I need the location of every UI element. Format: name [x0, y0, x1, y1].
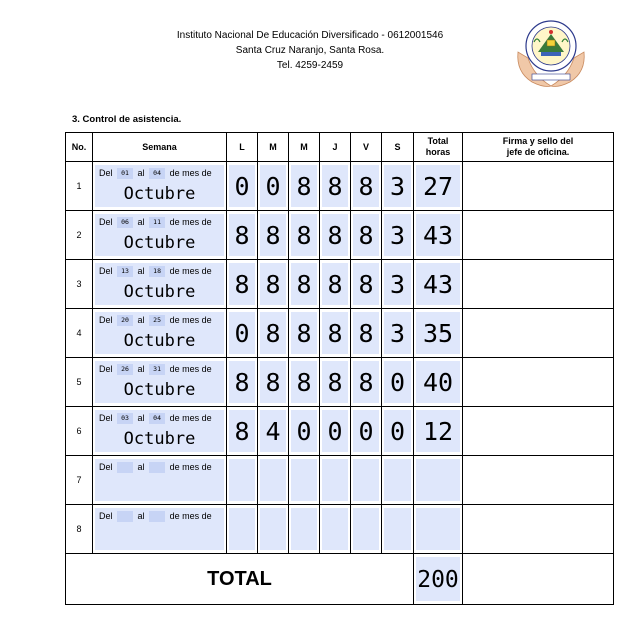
- total-hours-cell: [414, 505, 463, 554]
- week-cell: [93, 211, 227, 260]
- mes-label: de mes de: [169, 217, 212, 227]
- to-day-field[interactable]: [149, 511, 165, 522]
- institute-seal-icon: [514, 12, 588, 90]
- week-range: [99, 511, 212, 522]
- hours-field-v[interactable]: [353, 459, 379, 501]
- day-cell-j: [320, 358, 351, 407]
- hours-field-s[interactable]: 3: [384, 165, 411, 207]
- signature-cell: [463, 407, 614, 456]
- week-cell: [93, 505, 227, 554]
- table-row: [66, 162, 614, 211]
- table-row: [66, 358, 614, 407]
- total-hours-cell: [414, 407, 463, 456]
- day-cell-s: [382, 260, 414, 309]
- day-cell-j: [320, 162, 351, 211]
- hours-field-m1[interactable]: 4: [260, 410, 286, 452]
- col-header-total-line2: horas: [425, 147, 451, 157]
- week-range: [99, 315, 212, 326]
- to-day-field[interactable]: 04: [149, 413, 165, 424]
- total-hours-field[interactable]: 40: [416, 361, 460, 403]
- hours-field-j[interactable]: 8: [322, 312, 348, 354]
- day-cell-m2: [289, 358, 320, 407]
- signature-cell: [463, 162, 614, 211]
- table-row: [66, 309, 614, 358]
- hours-field-j[interactable]: 8: [322, 214, 348, 256]
- day-cell-m2: [289, 505, 320, 554]
- day-cell-v: [351, 309, 382, 358]
- mes-label: de mes de: [169, 364, 212, 374]
- hours-field-m1[interactable]: 8: [260, 361, 286, 403]
- hours-field-l[interactable]: 8: [229, 361, 255, 403]
- hours-field-v[interactable]: 8: [353, 165, 379, 207]
- table-row: [66, 211, 614, 260]
- row-number: 4: [66, 309, 93, 358]
- hours-field-m2[interactable]: 8: [291, 312, 317, 354]
- hours-field-m2[interactable]: [291, 508, 317, 550]
- day-cell-m2: [289, 260, 320, 309]
- table-row: [66, 260, 614, 309]
- day-cell-s: [382, 211, 414, 260]
- table-row: [66, 407, 614, 456]
- total-hours-field[interactable]: 27: [416, 165, 460, 207]
- day-cell-m1: [258, 505, 289, 554]
- day-cell-m1: [258, 456, 289, 505]
- del-label: Del: [99, 315, 113, 325]
- hours-field-l[interactable]: 8: [229, 214, 255, 256]
- hours-field-m1[interactable]: [260, 459, 286, 501]
- total-hours-cell: [414, 358, 463, 407]
- col-header-m2: M: [289, 133, 320, 162]
- day-cell-v: [351, 260, 382, 309]
- al-label: al: [137, 511, 145, 521]
- signature-cell: [463, 456, 614, 505]
- del-label: Del: [99, 168, 113, 178]
- day-cell-j: [320, 260, 351, 309]
- al-label: al: [137, 168, 145, 178]
- hours-field-m2[interactable]: [291, 459, 317, 501]
- day-cell-l: [227, 456, 258, 505]
- grand-total-field[interactable]: 200: [416, 557, 460, 601]
- col-header-no: No.: [66, 133, 93, 162]
- day-cell-v: [351, 407, 382, 456]
- row-number: 3: [66, 260, 93, 309]
- week-cell: [93, 358, 227, 407]
- total-hours-field[interactable]: [416, 459, 460, 501]
- row-number: 7: [66, 456, 93, 505]
- to-day-field[interactable]: [149, 462, 165, 473]
- from-day-field[interactable]: 06: [117, 217, 133, 228]
- col-header-firma: [463, 133, 614, 162]
- mes-label: de mes de: [169, 168, 212, 178]
- hours-field-m2[interactable]: 8: [291, 263, 317, 305]
- day-cell-v: [351, 456, 382, 505]
- del-label: Del: [99, 266, 113, 276]
- hours-field-l[interactable]: 8: [229, 410, 255, 452]
- week-cell: [93, 162, 227, 211]
- institute-location: Santa Cruz Naranjo, Santa Rosa.: [235, 45, 385, 56]
- signature-cell: [463, 211, 614, 260]
- day-cell-m1: [258, 162, 289, 211]
- hours-field-l[interactable]: 0: [229, 312, 255, 354]
- total-hours-cell: [414, 309, 463, 358]
- day-cell-v: [351, 505, 382, 554]
- month-field[interactable]: Octubre: [123, 380, 196, 400]
- hours-field-s[interactable]: 3: [384, 214, 411, 256]
- day-cell-l: [227, 358, 258, 407]
- total-hours-field[interactable]: 35: [416, 312, 460, 354]
- day-cell-s: [382, 407, 414, 456]
- to-day-field[interactable]: 25: [149, 315, 165, 326]
- week-range: [99, 413, 212, 424]
- signature-cell: [463, 505, 614, 554]
- hours-field-j[interactable]: 8: [322, 165, 348, 207]
- day-cell-m1: [258, 407, 289, 456]
- hours-field-v[interactable]: 8: [353, 312, 379, 354]
- del-label: Del: [99, 462, 113, 472]
- day-cell-m1: [258, 211, 289, 260]
- day-cell-s: [382, 162, 414, 211]
- day-cell-l: [227, 162, 258, 211]
- hours-field-s[interactable]: 0: [384, 361, 411, 403]
- hours-field-m2[interactable]: 8: [291, 165, 317, 207]
- hours-field-m2[interactable]: 0: [291, 410, 317, 452]
- hours-field-s[interactable]: 3: [384, 263, 411, 305]
- row-number: 6: [66, 407, 93, 456]
- col-header-l: L: [227, 133, 258, 162]
- day-cell-m1: [258, 309, 289, 358]
- hours-field-s[interactable]: [384, 459, 411, 501]
- from-day-field[interactable]: [117, 511, 133, 522]
- week-range: [99, 217, 212, 228]
- mes-label: de mes de: [169, 315, 212, 325]
- day-cell-v: [351, 162, 382, 211]
- grand-total-cell: [414, 554, 463, 605]
- day-cell-v: [351, 358, 382, 407]
- hours-field-m1[interactable]: 8: [260, 263, 286, 305]
- week-cell: [93, 407, 227, 456]
- row-number: 2: [66, 211, 93, 260]
- total-hours-cell: [414, 260, 463, 309]
- al-label: al: [137, 413, 145, 423]
- del-label: Del: [99, 511, 113, 521]
- day-cell-s: [382, 358, 414, 407]
- month-field[interactable]: Octubre: [123, 282, 196, 302]
- institute-phone: Tel. 4259-2459: [276, 60, 344, 71]
- mes-label: de mes de: [169, 511, 212, 521]
- hours-field-l[interactable]: 8: [229, 263, 255, 305]
- col-header-firma-line1: Firma y sello del: [502, 136, 574, 146]
- from-day-field[interactable]: 01: [117, 168, 133, 179]
- document-header: [150, 28, 470, 73]
- del-label: Del: [99, 413, 113, 423]
- col-header-s: S: [382, 133, 414, 162]
- to-day-field[interactable]: 11: [149, 217, 165, 228]
- hours-field-s[interactable]: 3: [384, 312, 411, 354]
- day-cell-j: [320, 456, 351, 505]
- hours-field-s[interactable]: [384, 508, 411, 550]
- section-title: 3. Control de asistencia.: [72, 114, 182, 125]
- mes-label: de mes de: [169, 413, 212, 423]
- hours-field-m2[interactable]: 8: [291, 361, 317, 403]
- day-cell-l: [227, 505, 258, 554]
- table-row: [66, 456, 614, 505]
- hours-field-l[interactable]: [229, 508, 255, 550]
- week-range: [99, 364, 212, 375]
- from-day-field[interactable]: 03: [117, 413, 133, 424]
- day-cell-v: [351, 211, 382, 260]
- day-cell-m1: [258, 358, 289, 407]
- al-label: al: [137, 364, 145, 374]
- from-day-field[interactable]: 13: [117, 266, 133, 277]
- signature-cell: [463, 309, 614, 358]
- day-cell-m2: [289, 162, 320, 211]
- table-row: [66, 505, 614, 554]
- row-number: 5: [66, 358, 93, 407]
- week-cell: [93, 260, 227, 309]
- day-cell-j: [320, 211, 351, 260]
- signature-cell: [463, 358, 614, 407]
- day-cell-j: [320, 407, 351, 456]
- al-label: al: [137, 315, 145, 325]
- day-cell-l: [227, 309, 258, 358]
- col-header-semana: Semana: [93, 133, 227, 162]
- from-day-field[interactable]: 26: [117, 364, 133, 375]
- hours-field-m1[interactable]: [260, 508, 286, 550]
- col-header-total: [414, 133, 463, 162]
- hours-field-m2[interactable]: 8: [291, 214, 317, 256]
- day-cell-l: [227, 407, 258, 456]
- hours-field-s[interactable]: 0: [384, 410, 411, 452]
- hours-field-v[interactable]: 8: [353, 214, 379, 256]
- hours-field-j[interactable]: 8: [322, 263, 348, 305]
- month-field[interactable]: Octubre: [123, 429, 196, 449]
- hours-field-v[interactable]: [353, 508, 379, 550]
- col-header-firma-line2: jefe de oficina.: [506, 147, 570, 157]
- day-cell-m1: [258, 260, 289, 309]
- hours-field-m1[interactable]: 8: [260, 214, 286, 256]
- day-cell-j: [320, 309, 351, 358]
- month-field[interactable]: Octubre: [123, 233, 196, 253]
- signature-cell: [463, 260, 614, 309]
- total-hours-field[interactable]: 43: [416, 263, 460, 305]
- total-hours-cell: [414, 211, 463, 260]
- hours-field-j[interactable]: 0: [322, 410, 348, 452]
- col-header-total-line1: Total: [427, 136, 449, 146]
- al-label: al: [137, 217, 145, 227]
- total-hours-cell: [414, 162, 463, 211]
- hours-field-j[interactable]: [322, 459, 348, 501]
- hours-field-m1[interactable]: 8: [260, 312, 286, 354]
- week-range: [99, 266, 212, 277]
- mes-label: de mes de: [169, 266, 212, 276]
- total-row: [66, 554, 614, 605]
- week-cell: [93, 456, 227, 505]
- week-cell: [93, 309, 227, 358]
- week-range: [99, 462, 212, 473]
- total-hours-cell: [414, 456, 463, 505]
- row-number: 8: [66, 505, 93, 554]
- hours-field-j[interactable]: 8: [322, 361, 348, 403]
- col-header-m1: M: [258, 133, 289, 162]
- hours-field-l[interactable]: [229, 459, 255, 501]
- col-header-j: J: [320, 133, 351, 162]
- day-cell-l: [227, 211, 258, 260]
- total-signature-cell: [463, 554, 614, 605]
- header-row: [66, 133, 614, 162]
- hours-field-m1[interactable]: 0: [260, 165, 286, 207]
- hours-field-j[interactable]: [322, 508, 348, 550]
- week-range: [99, 168, 212, 179]
- month-field[interactable]: Octubre: [123, 184, 196, 204]
- day-cell-j: [320, 505, 351, 554]
- day-cell-m2: [289, 211, 320, 260]
- to-day-field[interactable]: 18: [149, 266, 165, 277]
- day-cell-l: [227, 260, 258, 309]
- institute-name: Instituto Nacional De Educación Diversificado - 0612001546: [176, 30, 444, 41]
- row-number: 1: [66, 162, 93, 211]
- day-cell-s: [382, 309, 414, 358]
- hours-field-l[interactable]: 0: [229, 165, 255, 207]
- day-cell-s: [382, 505, 414, 554]
- to-day-field[interactable]: 04: [149, 168, 165, 179]
- total-label: TOTAL: [66, 554, 414, 605]
- al-label: al: [137, 462, 145, 472]
- to-day-field[interactable]: 31: [149, 364, 165, 375]
- mes-label: de mes de: [169, 462, 212, 472]
- month-field[interactable]: Octubre: [123, 331, 196, 351]
- from-day-field[interactable]: [117, 462, 133, 473]
- from-day-field[interactable]: 20: [117, 315, 133, 326]
- del-label: Del: [99, 364, 113, 374]
- hours-field-v[interactable]: 0: [353, 410, 379, 452]
- hours-field-v[interactable]: 8: [353, 263, 379, 305]
- total-hours-field[interactable]: 12: [416, 410, 460, 452]
- col-header-v: V: [351, 133, 382, 162]
- day-cell-m2: [289, 309, 320, 358]
- hours-field-v[interactable]: 8: [353, 361, 379, 403]
- day-cell-m2: [289, 407, 320, 456]
- day-cell-s: [382, 456, 414, 505]
- total-hours-field[interactable]: [416, 508, 460, 550]
- attendance-table: [65, 132, 614, 605]
- day-cell-m2: [289, 456, 320, 505]
- del-label: Del: [99, 217, 113, 227]
- al-label: al: [137, 266, 145, 276]
- total-hours-field[interactable]: 43: [416, 214, 460, 256]
